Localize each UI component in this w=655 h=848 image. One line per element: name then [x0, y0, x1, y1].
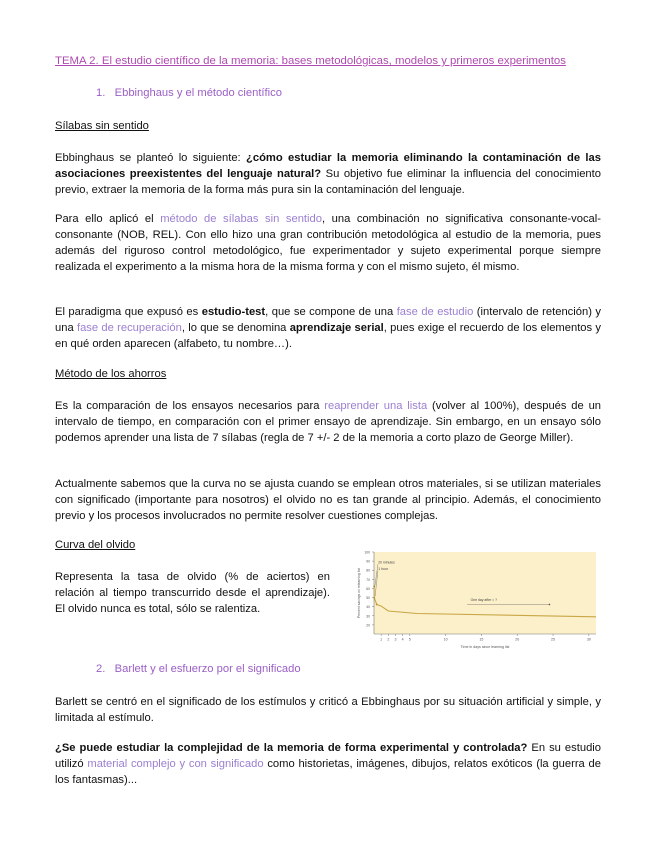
y-tick-label: 30 — [366, 614, 370, 619]
plot-area — [374, 552, 596, 634]
annotation-20-minutes: 20 minutes — [378, 560, 395, 565]
text: Para ello aplicó el — [55, 213, 161, 225]
paragraph-ahorros-2: Actualmente sabemos que la curva no se ajusta cuando se emplean otros materiales, si se utilizan materiales con significado (importante para nosotros) el olvido no es tan grande al principio. Además, el conocimiento previo y los procesos involucrados no permite resolver cuestiones complejas. — [55, 478, 601, 522]
annotation-dot — [549, 604, 551, 606]
paragraph-barlett-1: Barlett se centró en el significado de los estímulos y criticó a Ebbinghaus por su situación artificial y simple, y limitada al estímulo. — [55, 696, 601, 724]
y-tick-label: 100 — [364, 550, 370, 555]
x-tick-label: 5 — [408, 637, 411, 642]
highlight-term: fase de recuperación — [76, 322, 182, 334]
subheading-ahorros: Método de los ahorros — [55, 368, 167, 380]
bold-question: ¿Se puede estudiar la complejidad de la memoria de forma experimental y controlada? — [55, 742, 528, 754]
annotation-1-hour: 1 hour — [378, 567, 388, 572]
highlight-term: material complejo y con significado — [87, 758, 264, 770]
y-tick-label: 40 — [366, 605, 370, 610]
x-tick-label: 3 — [394, 637, 397, 642]
y-tick-label: 60 — [366, 586, 370, 591]
text: (volver al 100%), después de un intervalo de tiempo, en comparación con el primer ensayo de aprendizaje. Sin embargo, en un ensayo sólo podemos aprender una lista de 7 sílabas (regla de 7 +/- 2 de la memoria a corto plazo de George Miller). — [55, 400, 602, 444]
data-point — [376, 604, 378, 606]
paragraph-ahorros-1 — [55, 398, 601, 446]
x-tick-label: 25 — [551, 637, 556, 642]
paragraph-silabas-1 — [55, 150, 601, 198]
paragraph-silabas-2 — [55, 211, 601, 275]
y-tick-label: 20 — [366, 623, 370, 628]
text: El paradigma que expusó es — [55, 306, 202, 318]
x-tick-label: 30 — [586, 637, 591, 642]
text: , lo que se denomina — [181, 322, 290, 334]
text: , pues exige el recuerdo de los elementos y en qué orden aparecen (alfabeto, tu nombre…). — [55, 322, 601, 350]
x-tick-label: 15 — [479, 637, 484, 642]
text: Ebbinghaus se planteó lo siguiente: — [55, 152, 247, 164]
section-heading-ebbinghaus: 1. Ebbinghaus y el método científico — [96, 87, 282, 99]
x-axis-label: Time in days since learning list — [460, 645, 510, 649]
x-tick-label: 4 — [401, 637, 404, 642]
subheading-silabas: Sílabas sin sentido — [55, 120, 149, 132]
bold-term: aprendizaje serial — [289, 322, 384, 334]
bold-question: ¿cómo estudiar la memoria eliminando la contaminación de las asociaciones preexistentes del lenguaje natural? — [55, 152, 601, 180]
text: Es la comparación de los ensayos necesarios para — [55, 400, 325, 412]
text: Su objetivo fue eliminar la influencia del conocimiento previo, extraer la memoria de la forma más pura sin la contaminación del lenguaje. — [55, 168, 601, 196]
document-title: TEMA 2. El estudio científico de la memoria: bases metodológicas, modelos y primeros experimentos — [55, 55, 566, 67]
data-point — [373, 597, 375, 599]
bold-term: estudio-test — [201, 306, 266, 318]
x-tick-label: 1 — [380, 637, 383, 642]
subheading-curva: Curva del olvido — [55, 539, 136, 551]
paragraph-curva: Representa la tasa de olvido (% de aciertos) en relación al tiempo transcurrido desde el aprendizaje). El olvido nunca es total, sólo se ralentiza. — [55, 571, 330, 615]
paragraph-silabas-3 — [55, 304, 601, 352]
y-tick-label: 90 — [366, 559, 370, 564]
paragraph-barlett-2 — [55, 740, 601, 788]
text: , que se compone de una — [265, 306, 397, 318]
highlight-term: fase de estudio — [396, 306, 474, 318]
y-axis-label: Percent savings on relearning list — [357, 568, 361, 618]
x-tick-label: 2 — [387, 637, 390, 642]
y-tick-label: 50 — [366, 596, 370, 601]
forgetting-curve-chart — [342, 548, 604, 654]
text: como historietas, imágenes, dibujos, relatos exóticos (la guerra de los fantasmas)... — [55, 758, 601, 786]
y-tick-label: 70 — [366, 577, 370, 582]
y-tick-label: 80 — [366, 568, 370, 573]
highlight-term: método de sílabas sin sentido — [160, 213, 322, 225]
text: , una combinación no significativa consonante-vocal-consonante (NOB, REL). Con ello hizo una gran contribución metodológica al estudio de la memoria, pues además del riguroso control metodológico, fue experimentador y sujeto experimental porque siempre realizada el experimento a la misma hora de la misma forma y con el mismo sujeto, él mismo. — [55, 213, 601, 273]
highlight-term: reaprender una lista — [324, 400, 428, 412]
section-heading-barlett: 2. Barlett y el esfuerzo por el significado — [96, 663, 301, 675]
annotation-one-day: One day after = ? — [470, 598, 497, 603]
text: (intervalo de retención) y una — [55, 306, 601, 334]
x-tick-label: 10 — [443, 637, 448, 642]
text: En su estudio utilizó — [55, 742, 601, 770]
x-tick-label: 20 — [515, 637, 520, 642]
